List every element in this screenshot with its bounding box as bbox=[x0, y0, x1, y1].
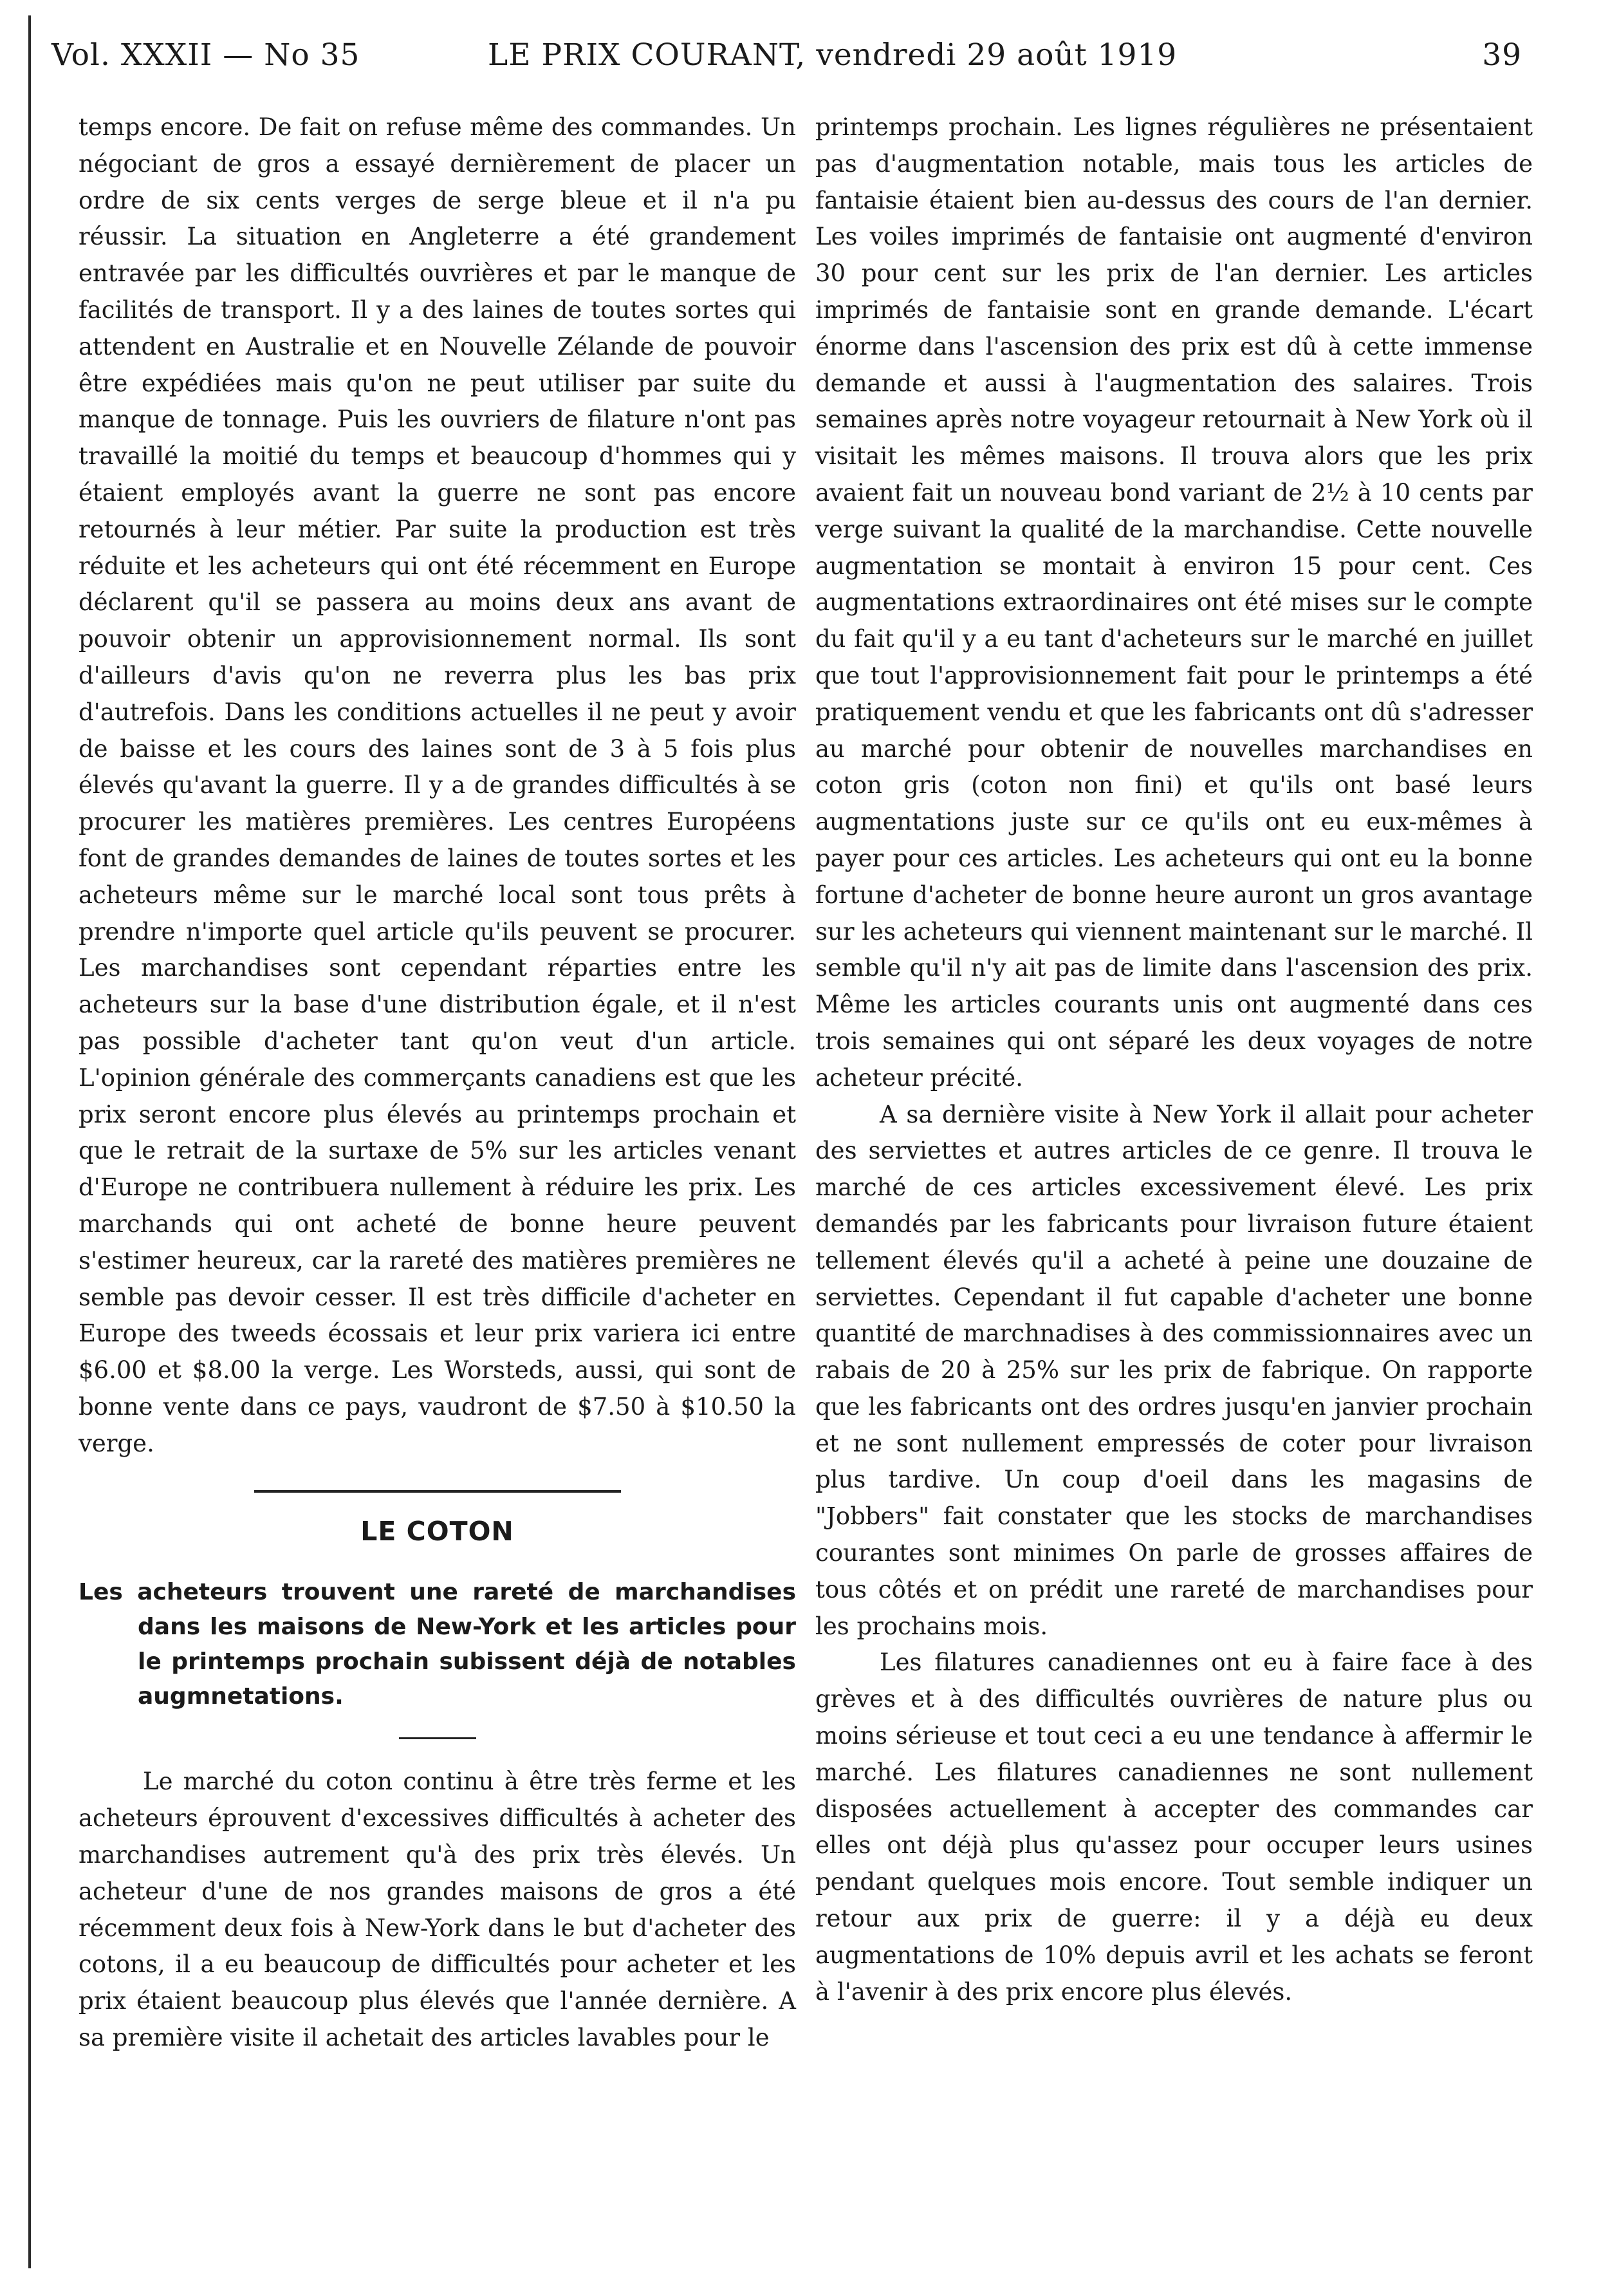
left-column bbox=[79, 109, 796, 2057]
volume-number: Vol. XXXII — No 35 bbox=[51, 37, 360, 73]
left-binding-rule bbox=[28, 15, 31, 2268]
cotton-article-paragraph-2: printemps prochain. Les lignes régulières ne présentaient pas d'augmentation notable, mais tous les articles de fantaisie étaient bien au-dessus des cours de l'an dernier. Les voiles imprimés de fantaisie ont augmenté d'environ 30 pour cent sur les prix de l'an dernier. Les articles imprimés de fantaisie sont en grande demande. L'écart énorme dans l'ascension des prix est dû à cette immense demande et aussi à l'augmentation des salaires. Trois semaines après notre voyageur retournait à New York où il visitait les mêmes maisons. Il trouva alors que les prix avaient fait un nouveau bond variant de 2½ à 10 cents par verge suivant la qualité de la marchandise. Cette nouvelle augmentation se montait à environ 15 pour cent. Ces augmentations extraordinaires ont été mises sur le compte du fait qu'il y a eu tant d'acheteurs sur le marché en juillet que tout l'approvisionnement fait pour le printemps a été pratiquement vendu et que les fabricants ont dû s'adresser au marché pour obtenir de nouvelles marchandises en coton gris (coton non fini) et qu'ils ont basé leurs augmentations juste sur ce qu'ils ont eu eux-mêmes à payer pour ces articles. Les acheteurs qui ont eu la bonne fortune d'acheter de bonne heure auront un gros avantage sur les acheteurs qui viennent maintenant sur le marché. Il semble qu'il n'y ait pas de limite dans l'ascension des prix. Même les articles courants unis ont augmenté dans ces trois semaines qui ont séparé les deux voyages de notre acheteur précité. bbox=[815, 113, 1533, 1092]
cotton-article-paragraph-4: Les filatures canadiennes ont eu à faire face à des grèves et à des difficultés ouvrières de nature plus ou moins sérieuse et tout ceci a eu une tendance à affermir le marché. Les filatures canadiennes ne sont nullement disposées actuellement à accepter des commandes car elles ont déjà plus qu'assez pour occuper leurs usines pendant quelques mois encore. Tout semble indiquer un retour aux prix de guerre: il y a déjà eu deux augmentations de 10% depuis avril et les achats se feront à l'avenir à des prix encore plus élevés. bbox=[815, 1648, 1533, 2006]
section-subtitle: Les acheteurs trouvent une rareté de marchandises dans les maisons de New-York et les articles pour le printemps prochain subissent déjà de notables augmnetations. bbox=[79, 1579, 796, 1710]
publication-title: LE PRIX COURANT, vendredi 29 août 1919 bbox=[488, 37, 1178, 73]
wool-article-paragraph: temps encore. De fait on refuse même des commandes. Un négociant de gros a essayé dernièrement de placer un ordre de six cents verges de serge bleue et il n'a pu réussir. La situation en Angleterre a été grandement entravée par les difficultés ouvrières et par le manque de facilités de transport. Il y a des laines de toutes sortes qui attendent en Australie et en Nouvelle Zélande de pouvoir être expédiées mais qu'on ne peut utiliser par suite du manque de tonnage. Puis les ouvriers de filature n'ont pas travaillé la moitié du temps et beaucoup d'hommes qui y étaient employés avant la guerre ne sont pas encore retournés à leur métier. Par suite la production est très réduite et les acheteurs qui ont été récemment en Europe déclarent qu'il se passera au moins deux ans avant de pouvoir obtenir un approvisionnement normal. Ils sont d'ailleurs d'avis qu'on ne reverra plus les bas prix d'autrefois. Dans les conditions actuelles il ne peut y avoir de baisse et les cours des laines sont de 3 à 5 fois plus élevés qu'avant la guerre. Il y a de grandes difficultés à se procurer les matières premières. Les centres Européens font de grandes demandes de laines de toutes sortes et les acheteurs même sur le marché local sont tous prêts à prendre n'importe quel article qu'ils peuvent se procurer. Les marchandises sont cependant réparties entre les acheteurs sur la base d'une distribution égale, et il n'est pas possible d'acheter tant qu'on veut d'un article. L'opinion générale des commerçants canadiens est que les prix seront encore plus élevés au printemps prochain et que le retrait de la surtaxe de 5% sur les articles venant d'Europe ne contribuera nullement à réduire les prix. Les marchands qui ont acheté de bonne heure peuvent s'estimer heureux, car la rareté des matières premières ne semble pas devoir cesser. Il est très difficile d'acheter en Europe des tweeds écossais et leur prix variera ici entre $6.00 et $8.00 la verge. Les Worsteds, aussi, qui sont de bonne vente dans ce pays, vaudront de $7.50 à $10.50 la verge. bbox=[79, 113, 796, 1457]
page-number: 39 bbox=[1482, 37, 1522, 73]
subtitle-divider bbox=[399, 1737, 476, 1739]
section-divider bbox=[254, 1490, 621, 1493]
section-title: LE COTON bbox=[360, 1516, 514, 1547]
page-header bbox=[51, 37, 1522, 82]
right-column bbox=[815, 109, 1533, 2010]
cotton-article-paragraph-1: Le marché du coton continu à être très ferme et les acheteurs éprouvent d'excessives difficultés à acheter des marchandises autrement qu'à des prix très élevés. Un acheteur d'une de nos grandes maisons de gros a été récemment deux fois à New-York dans le but d'acheter des cotons, il a eu beaucoup de difficultés pour acheter et les prix étaient beaucoup plus élevés que l'année dernière. A sa première visite il achetait des articles lavables pour le bbox=[79, 1768, 796, 2052]
cotton-article-paragraph-3: A sa dernière visite à New York il allait pour acheter des serviettes et autres articles de ce genre. Il trouva le marché de ces articles excessivement élevé. Les prix demandés par les fabricants pour livraison future étaient tellement élevés qu'il a acheté à peine une douzaine de serviettes. Cependant il fut capable d'acheter une bonne quantité de marchnadises à des commissionnaires avec un rabais de 20 à 25% sur les prix de fabrique. On rapporte que les fabricants ont des ordres jusqu'en janvier prochain et ne sont nullement empressés de coter pour livraison plus tardive. Un coup d'oeil dans les magasins de "Jobbers" fait constater que les stocks de marchandises courantes sont minimes On parle de grosses affaires de tous côtés et on prédit une rareté de marchandises pour les prochains mois. bbox=[815, 1100, 1533, 1640]
